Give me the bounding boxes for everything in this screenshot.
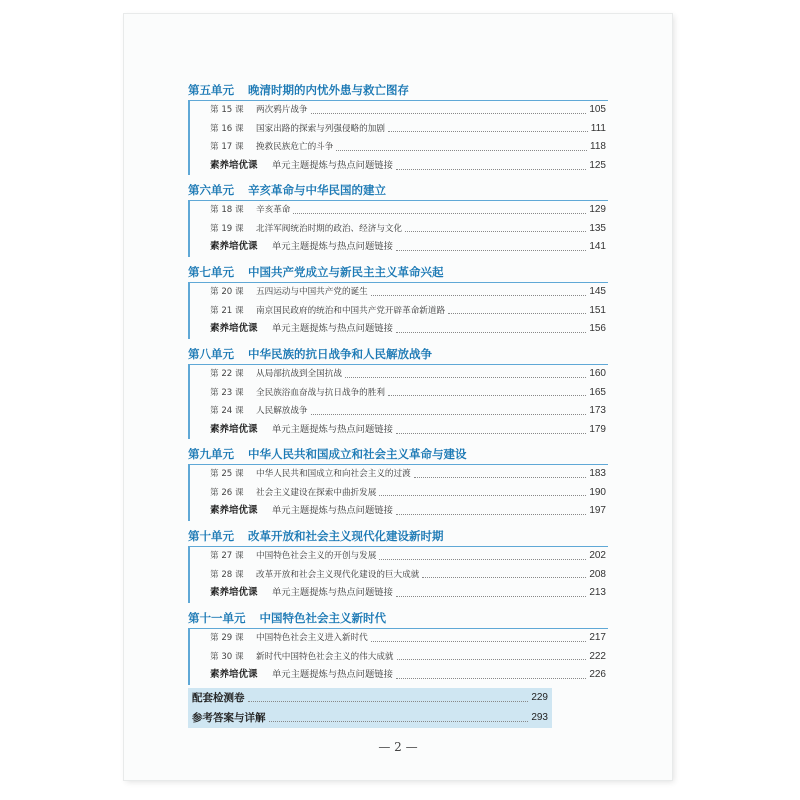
dot-leader	[379, 559, 586, 560]
unit-title: 中华民族的抗日战争和人民解放战争	[248, 347, 432, 361]
lesson-number: 第 15 课	[210, 105, 244, 115]
lesson-number: 第 27 课	[210, 551, 244, 561]
dot-leader	[422, 577, 586, 578]
page-ref: 141	[589, 241, 606, 253]
review-lesson-entry[interactable]	[190, 502, 608, 521]
lesson-list	[188, 283, 608, 339]
lesson-title: 单元主题提炼与热点问题链接	[272, 505, 393, 517]
lesson-number: 素养培优课	[210, 423, 258, 435]
lesson-title: 从局部抗战到全国抗战	[256, 369, 342, 379]
page-ref: 173	[589, 405, 606, 417]
dot-leader	[388, 131, 588, 132]
unit-title: 中华人民共和国成立和社会主义革命与建设	[248, 447, 467, 461]
dot-leader	[396, 678, 586, 679]
page-ref: 197	[589, 505, 606, 517]
review-lesson-entry[interactable]	[190, 584, 608, 603]
lesson-title: 单元主题提炼与热点问题链接	[272, 241, 393, 253]
dot-leader	[396, 332, 586, 333]
lesson-list	[188, 547, 608, 603]
dot-leader	[396, 169, 586, 170]
dot-leader	[293, 213, 586, 214]
unit-heading[interactable]	[188, 180, 608, 201]
lesson-title: 中国特色社会主义的开创与发展	[256, 551, 377, 561]
lesson-number: 第 21 课	[210, 305, 244, 316]
lesson-title: 两次鸦片战争	[256, 105, 308, 115]
lesson-title: 改革开放和社会主义现代化建设的巨大成就	[256, 569, 420, 580]
unit-number: 第六单元	[188, 183, 234, 197]
lesson-entry[interactable]	[190, 365, 608, 384]
unit-section	[188, 80, 608, 175]
dot-leader	[397, 659, 587, 660]
lesson-number: 第 18 课	[210, 205, 244, 215]
dot-leader	[371, 295, 587, 296]
lesson-entry[interactable]	[190, 402, 608, 421]
lesson-list	[188, 465, 608, 521]
unit-section	[188, 180, 608, 257]
lesson-entry[interactable]	[190, 283, 608, 302]
lesson-list	[188, 101, 608, 175]
document-page	[124, 14, 672, 780]
review-lesson-entry[interactable]	[190, 320, 608, 339]
lesson-entry[interactable]	[190, 201, 608, 220]
dot-leader	[371, 641, 587, 642]
dot-leader	[311, 113, 587, 114]
unit-number: 第十单元	[188, 529, 234, 543]
lesson-number: 第 26 课	[210, 487, 244, 498]
lesson-entry[interactable]	[190, 566, 608, 585]
dot-leader	[345, 377, 586, 378]
dot-leader	[396, 433, 586, 434]
lesson-title: 挽救民族危亡的斗争	[256, 142, 334, 153]
lesson-entry[interactable]	[190, 648, 608, 667]
page-ref: 160	[589, 368, 606, 379]
unit-heading[interactable]	[188, 80, 608, 101]
unit-heading[interactable]	[188, 262, 608, 283]
lesson-entry[interactable]	[190, 138, 608, 157]
lesson-title: 全民族浴血奋战与抗日战争的胜利	[256, 387, 385, 398]
lesson-title: 新时代中国特色社会主义的伟大成就	[256, 651, 394, 662]
unit-number: 第九单元	[188, 447, 234, 461]
lesson-number: 素养培优课	[210, 241, 258, 253]
appendix-entry[interactable]	[188, 708, 552, 728]
dot-leader	[311, 414, 587, 415]
page-ref: 213	[589, 587, 606, 599]
dot-leader	[269, 721, 529, 722]
lesson-title: 单元主题提炼与热点问题链接	[272, 159, 393, 171]
lesson-entry[interactable]	[190, 465, 608, 484]
dot-leader	[248, 701, 529, 702]
page-ref: 202	[589, 550, 606, 561]
page-ref: 222	[589, 650, 606, 662]
page-ref: 179	[589, 423, 606, 435]
appendix-title: 参考答案与详解	[192, 712, 266, 724]
review-lesson-entry[interactable]	[190, 421, 608, 440]
page-ref: 105	[589, 104, 606, 115]
page-ref: 208	[589, 568, 606, 580]
page-ref: 118	[590, 141, 606, 153]
page-ref: 135	[589, 222, 606, 234]
lesson-entry[interactable]	[190, 629, 608, 648]
lesson-entry[interactable]	[190, 384, 608, 403]
lesson-number: 第 23 课	[210, 387, 244, 398]
lesson-title: 五四运动与中国共产党的诞生	[256, 287, 368, 297]
unit-number: 第七单元	[188, 265, 234, 279]
page-ref: 151	[589, 304, 606, 316]
unit-number: 第五单元	[188, 83, 234, 97]
page-ref: 183	[589, 468, 606, 479]
lesson-number: 素养培优课	[210, 505, 258, 517]
lesson-number: 第 20 课	[210, 287, 244, 297]
lesson-title: 单元主题提炼与热点问题链接	[272, 587, 393, 599]
lesson-number: 第 30 课	[210, 651, 244, 662]
lesson-number: 第 28 课	[210, 569, 244, 580]
unit-title: 改革开放和社会主义现代化建设新时期	[248, 529, 444, 543]
lesson-number: 第 29 课	[210, 633, 244, 643]
page-ref: 125	[589, 159, 606, 171]
lesson-title: 单元主题提炼与热点问题链接	[272, 423, 393, 435]
lesson-entry[interactable]	[190, 101, 608, 120]
lesson-entry[interactable]	[190, 120, 608, 139]
lesson-entry[interactable]	[190, 220, 608, 239]
lesson-title: 中国特色社会主义进入新时代	[256, 633, 368, 643]
unit-title: 晚清时期的内忧外患与救亡图存	[248, 83, 409, 97]
lesson-entry[interactable]	[190, 547, 608, 566]
unit-section	[188, 526, 608, 603]
dot-leader	[448, 313, 586, 314]
lesson-title: 单元主题提炼与热点问题链接	[272, 323, 393, 335]
lesson-list	[188, 629, 608, 685]
dot-leader	[396, 250, 586, 251]
lesson-title: 中华人民共和国成立和向社会主义的过渡	[256, 469, 411, 479]
appendix-title: 配套检测卷	[192, 692, 245, 704]
lesson-title: 国家出路的探索与列强侵略的加剧	[256, 123, 385, 134]
appendix-entry[interactable]	[188, 688, 552, 708]
unit-heading[interactable]	[188, 344, 608, 365]
lesson-number: 素养培优课	[210, 323, 258, 335]
dot-leader	[396, 514, 586, 515]
lesson-title: 南京国民政府的统治和中国共产党开辟革命新道路	[256, 305, 446, 316]
lesson-title: 辛亥革命	[256, 205, 291, 215]
dot-leader	[405, 231, 586, 232]
lesson-number: 素养培优课	[210, 159, 258, 171]
lesson-number: 素养培优课	[210, 669, 258, 681]
lesson-number: 第 22 课	[210, 369, 244, 379]
unit-heading[interactable]	[188, 608, 608, 629]
lesson-number: 第 19 课	[210, 223, 244, 234]
dot-leader	[336, 150, 587, 151]
lesson-number: 第 17 课	[210, 142, 244, 153]
dot-leader	[396, 596, 586, 597]
dot-leader	[414, 477, 587, 478]
page-ref: 145	[589, 286, 606, 297]
page-ref: 165	[589, 386, 606, 398]
unit-section	[188, 608, 608, 685]
dot-leader	[379, 495, 586, 496]
review-lesson-entry[interactable]	[190, 157, 608, 176]
review-lesson-entry[interactable]	[190, 238, 608, 257]
page-ref: 293	[531, 712, 548, 723]
unit-section	[188, 344, 608, 439]
lesson-list	[188, 365, 608, 439]
lesson-entry[interactable]	[190, 302, 608, 321]
lesson-entry[interactable]	[190, 484, 608, 503]
lesson-title: 人民解放战争	[256, 406, 308, 417]
lesson-number: 第 25 课	[210, 469, 244, 479]
page-ref: 217	[589, 632, 606, 643]
lesson-number: 第 24 课	[210, 406, 244, 417]
unit-number: 第十一单元	[188, 611, 246, 625]
unit-section	[188, 262, 608, 339]
page-ref: 226	[589, 669, 606, 681]
lesson-title: 单元主题提炼与热点问题链接	[272, 669, 393, 681]
lesson-title: 北洋军阀统治时期的政治、经济与文化	[256, 223, 403, 234]
page-ref: 129	[589, 204, 606, 215]
unit-section	[188, 444, 608, 521]
unit-title: 中国共产党成立与新民主主义革命兴起	[248, 265, 444, 279]
review-lesson-entry[interactable]	[190, 666, 608, 685]
lesson-number: 第 16 课	[210, 123, 244, 134]
page-ref: 229	[531, 692, 548, 703]
unit-title: 辛亥革命与中华民国的建立	[248, 183, 386, 197]
unit-heading[interactable]	[188, 526, 608, 547]
lesson-list	[188, 201, 608, 257]
unit-number: 第八单元	[188, 347, 234, 361]
lesson-title: 社会主义建设在探索中曲折发展	[256, 487, 377, 498]
page-ref: 111	[590, 122, 606, 134]
lesson-number: 素养培优课	[210, 587, 258, 599]
dot-leader	[388, 395, 586, 396]
unit-title: 中国特色社会主义新时代	[259, 611, 386, 625]
page-ref: 156	[589, 323, 606, 335]
page-number: — 2 —	[378, 740, 418, 754]
unit-heading[interactable]	[188, 444, 608, 465]
page-ref: 190	[589, 486, 606, 498]
